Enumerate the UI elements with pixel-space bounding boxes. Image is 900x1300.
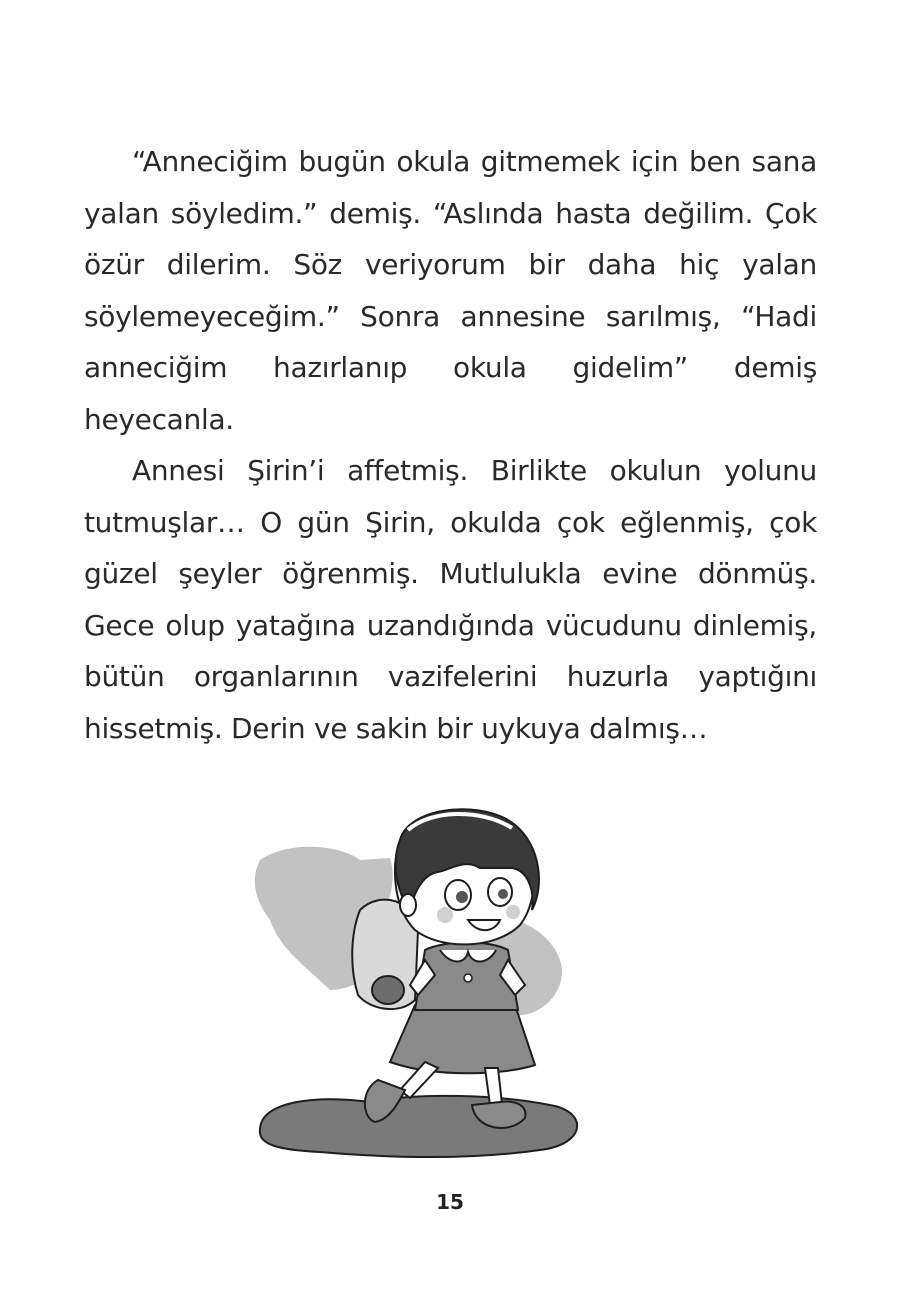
- story-text: [84, 136, 817, 754]
- paragraph-2: Annesi Şirin’i affetmiş. Birlikte okulun yolunu tutmuşlar… O gün Şirin, okulda çok eğlenmiş, çok güzel şeyler öğrenmiş. Mutlulukla evine dönmüş. Gece olup yatağına uzandığında vücudunu dinlemiş, bütün organlarının vazifelerini huzurla yaptığını hissetmiş. Derin ve sakin bir uykuya dalmış…: [84, 454, 817, 745]
- girl-walking-to-school-icon: [250, 800, 590, 1160]
- girl-walking-illustration: [250, 800, 590, 1160]
- paragraph-1: “Anneciğim bugün okula gitmemek için ben sana yalan söyledim.” demiş. “Aslında hasta değilim. Çok özür dilerim. Söz veriyorum bir daha hiç yalan söylemeyeceğim.” Sonra annesine sarılmış, “Hadi anneciğim hazırlanıp okula gidelim” demiş heyecanla.: [84, 145, 817, 436]
- page-number: 15: [436, 1190, 464, 1214]
